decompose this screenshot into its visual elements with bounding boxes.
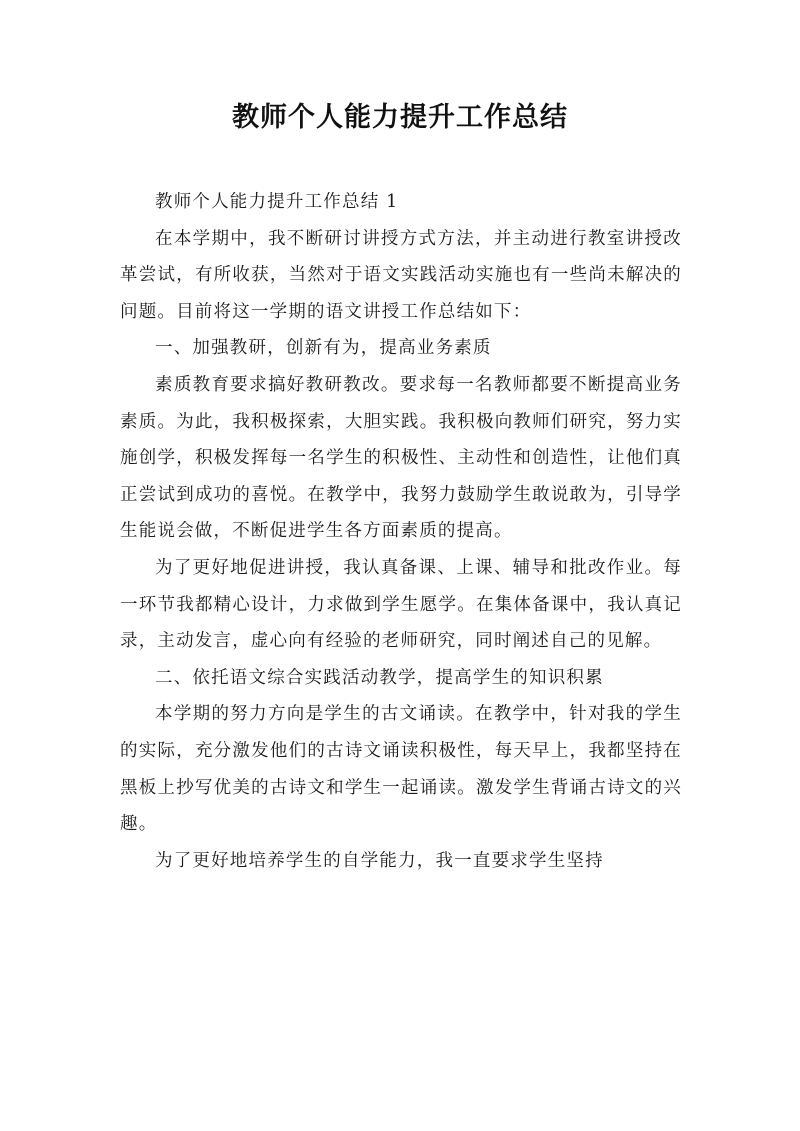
paragraph: 为了更好地促进讲授，我认真备课、上课、辅导和批改作业。每一环节我都精心设计，力求做到学生愿学。在集体备课中，我认真记录，主动发言，虚心向有经验的老师研究，同时阐述自己的见解。	[120, 557, 682, 652]
paragraph: 本学期的努力方向是学生的古文诵读。在教学中，针对我的学生的实际，充分激发他们的古诗文诵读积极性，每天早上，我都坚持在黑板上抄写优美的古诗文和学生一起诵读。激发学生背诵古诗文的兴趣。	[120, 704, 682, 835]
paragraph: 在本学期中，我不断研讨讲授方式方法，并主动进行教室讲授改革尝试，有所收获，当然对于语文实践活动实施也有一些尚未解决的问题。目前将这一学期的语文讲授工作总结如下：	[120, 228, 682, 322]
paragraph-heading-1: 教师个人能力提升工作总结 1	[155, 192, 399, 212]
document-title: 教师个人能力提升工作总结	[232, 102, 568, 133]
section-heading-1: 一、加强教研，创新有为，提高业务素质	[155, 338, 492, 359]
document-body	[120, 184, 682, 879]
section-heading-2: 二、依托语文综合实践活动教学，提高学生的知识积累	[155, 667, 604, 688]
paragraph: 为了更好地培养学生的自学能力，我一直要求学生坚持	[155, 850, 604, 871]
paragraph: 素质教育要求搞好教研教改。要求每一名教师都要不断提高业务素质。为此，我积极探索，大胆实践。我积极向教师们研究，努力实施创学，积极发挥每一名学生的积极性、主动性和创造性，让他们真正尝试到成功的喜悦。在教学中，我努力鼓励学生敢说敢为，引导学生能说会做，不断促进学生各方面素质的提高。	[120, 374, 682, 542]
